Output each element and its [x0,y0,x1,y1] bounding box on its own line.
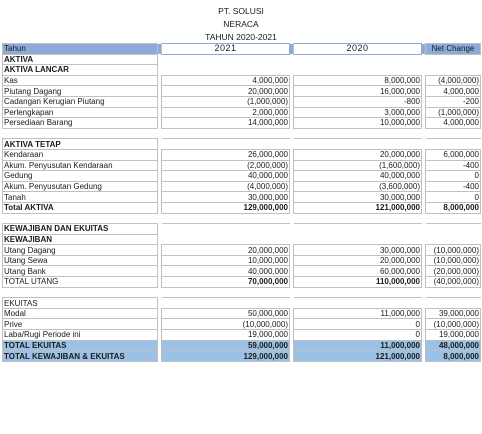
table-row [3,277,481,288]
empty-cell[interactable] [162,65,481,76]
value-2020[interactable]: 11,000,000 [294,340,422,351]
value-2020[interactable]: 60,000,000 [294,266,422,277]
row-label[interactable]: Gedung [3,171,158,182]
row-label[interactable]: Akum. Penyusutan Kendaraan [3,160,158,171]
blank-cell [162,128,290,139]
row-label[interactable]: Kendaraan [3,149,158,160]
row-label[interactable]: Utang Bank [3,266,158,277]
value-2021[interactable]: 40,000,000 [162,266,290,277]
table-row [3,245,481,256]
value-2021[interactable]: 129,000,000 [162,351,290,362]
row-label[interactable]: TOTAL KEWAJIBAN & EKUITAS [3,351,158,362]
header-cell-2020[interactable]: 2020 [294,44,422,55]
value-2021[interactable]: 59,000,000 [162,340,290,351]
value-2021[interactable]: 40,000,000 [162,171,290,182]
section-row [3,298,481,309]
section-label[interactable]: AKTIVA [3,54,158,65]
value-2020[interactable]: 30,000,000 [294,192,422,203]
value-net-change[interactable]: 6,000,000 [426,149,481,160]
row-label[interactable]: Persediaan Barang [3,118,158,129]
row-label[interactable]: Prive [3,319,158,330]
section-label[interactable]: KEWAJIBAN [3,234,158,245]
value-net-change[interactable]: (10,000,000) [426,245,481,256]
table-row [3,171,481,182]
table-row [3,319,481,330]
value-net-change[interactable]: (1,000,000) [426,107,481,118]
blank-cell [162,213,290,224]
row-label[interactable]: Perlengkapan [3,107,158,118]
value-2020[interactable]: 40,000,000 [294,171,422,182]
value-2020[interactable]: 20,000,000 [294,149,422,160]
value-2021[interactable]: 30,000,000 [162,192,290,203]
row-label[interactable]: Cadangan Kerugian Piutang [3,96,158,107]
value-net-change[interactable]: 0 [426,192,481,203]
value-2020[interactable]: 0 [294,319,422,330]
table-row [3,160,481,171]
blank-row [3,128,481,139]
value-net-change[interactable]: -400 [426,181,481,192]
row-label[interactable]: Total AKTIVA [3,202,158,213]
value-net-change[interactable]: 48,000,000 [426,340,481,351]
section-row [3,65,481,76]
value-net-change[interactable]: 8,000,000 [426,351,481,362]
blank-cell [294,213,422,224]
value-2020[interactable]: -800 [294,96,422,107]
row-label[interactable]: Piutang Dagang [3,86,158,97]
value-2020[interactable]: 10,000,000 [294,118,422,129]
value-2021[interactable]: 20,000,000 [162,86,290,97]
section-label[interactable]: EKUITAS [3,298,158,309]
value-net-change[interactable]: 4,000,000 [426,86,481,97]
empty-cell[interactable] [162,139,481,150]
row-label[interactable]: Utang Dagang [3,245,158,256]
value-2020[interactable]: 3,000,000 [294,107,422,118]
header-cell-2021[interactable]: 2021 [162,44,290,55]
value-2021[interactable]: (10,000,000) [162,319,290,330]
value-net-change[interactable]: 39,000,000 [426,308,481,319]
value-2020[interactable]: 8,000,000 [294,75,422,86]
blank-row [3,287,481,298]
report-period: TAHUN 2020-2021 [205,32,277,42]
blank-cell [426,128,481,139]
value-net-change[interactable]: (40,000,000) [426,277,481,288]
value-2020[interactable]: 110,000,000 [294,277,422,288]
blank-cell [162,287,290,298]
empty-cell[interactable] [162,298,481,309]
row-label[interactable]: Akum. Penyusutan Gedung [3,181,158,192]
value-net-change[interactable]: 19,000,000 [426,330,481,341]
value-2020[interactable]: 16,000,000 [294,86,422,97]
value-net-change[interactable]: -400 [426,160,481,171]
blank-cell [294,128,422,139]
table-row [3,192,481,203]
value-2020[interactable]: 121,000,000 [294,351,422,362]
row-label[interactable]: TOTAL UTANG [3,277,158,288]
section-row [3,224,481,235]
row-label[interactable]: Tanah [3,192,158,203]
header-cell-net-change[interactable]: Net Change [426,44,481,55]
table-row [3,107,481,118]
value-2021[interactable]: (1,000,000) [162,96,290,107]
table-row [3,308,481,319]
value-2021[interactable]: 70,000,000 [162,277,290,288]
value-2021[interactable]: (4,000,000) [162,181,290,192]
value-2021[interactable]: 50,000,000 [162,308,290,319]
value-2020[interactable]: 0 [294,330,422,341]
table-row [3,181,481,192]
value-2021[interactable]: 10,000,000 [162,255,290,266]
value-net-change[interactable]: 8,000,000 [426,202,481,213]
blank-row [3,213,481,224]
row-label[interactable]: Kas [3,75,158,86]
value-2020[interactable]: 20,000,000 [294,255,422,266]
value-2021[interactable]: 19,000,000 [162,330,290,341]
table-header-row [3,44,481,55]
section-row [3,139,481,150]
value-2020[interactable]: (3,600,000) [294,181,422,192]
value-2021[interactable]: 4,000,000 [162,75,290,86]
table-row [3,255,481,266]
blank-cell [3,287,158,298]
value-net-change[interactable]: 4,000,000 [426,118,481,129]
table-row [3,266,481,277]
value-net-change[interactable]: 0 [426,171,481,182]
cropped-title-fragment [168,0,278,4]
company-name: PT. SOLUSI [218,6,264,16]
value-2020[interactable]: (1,600,000) [294,160,422,171]
section-label[interactable]: AKTIVA LANCAR [3,65,158,76]
table-row [3,96,481,107]
empty-cell[interactable] [162,54,481,65]
section-label[interactable]: AKTIVA TETAP [3,139,158,150]
header-cell-label[interactable]: Tahun [3,44,158,55]
value-2020[interactable]: 121,000,000 [294,202,422,213]
row-label[interactable]: Utang Sewa [3,255,158,266]
table-row [3,86,481,97]
value-2021[interactable]: (2,000,000) [162,160,290,171]
section-row [3,234,481,245]
value-2021[interactable]: 20,000,000 [162,245,290,256]
value-net-change[interactable]: (10,000,000) [426,319,481,330]
empty-cell[interactable] [162,224,481,235]
blank-cell [3,213,158,224]
section-label[interactable]: KEWAJIBAN DAN EKUITAS [3,224,158,235]
blank-cell [426,287,481,298]
value-2020[interactable]: 11,000,000 [294,308,422,319]
table-row [3,75,481,86]
table-row [3,340,481,351]
table-row [3,118,481,129]
value-net-change[interactable]: (20,000,000) [426,266,481,277]
value-net-change[interactable]: (10,000,000) [426,255,481,266]
row-label[interactable]: TOTAL EKUITAS [3,340,158,351]
blank-cell [426,213,481,224]
balance-sheet-table [2,43,481,362]
blank-cell [3,128,158,139]
value-2021[interactable]: 14,000,000 [162,118,290,129]
value-net-change[interactable]: -200 [426,96,481,107]
table-row [3,330,481,341]
row-label[interactable]: Laba/Rugi Periode ini [3,330,158,341]
table-row [3,149,481,160]
table-row [3,202,481,213]
row-label[interactable]: Modal [3,308,158,319]
value-2020[interactable]: 30,000,000 [294,245,422,256]
value-net-change[interactable]: (4,000,000) [426,75,481,86]
value-2021[interactable]: 26,000,000 [162,149,290,160]
report-title: NERACA [223,19,259,29]
value-2021[interactable]: 129,000,000 [162,202,290,213]
section-row [3,54,481,65]
table-row [3,351,481,362]
value-2021[interactable]: 2,000,000 [162,107,290,118]
empty-cell[interactable] [162,234,481,245]
blank-cell [294,287,422,298]
